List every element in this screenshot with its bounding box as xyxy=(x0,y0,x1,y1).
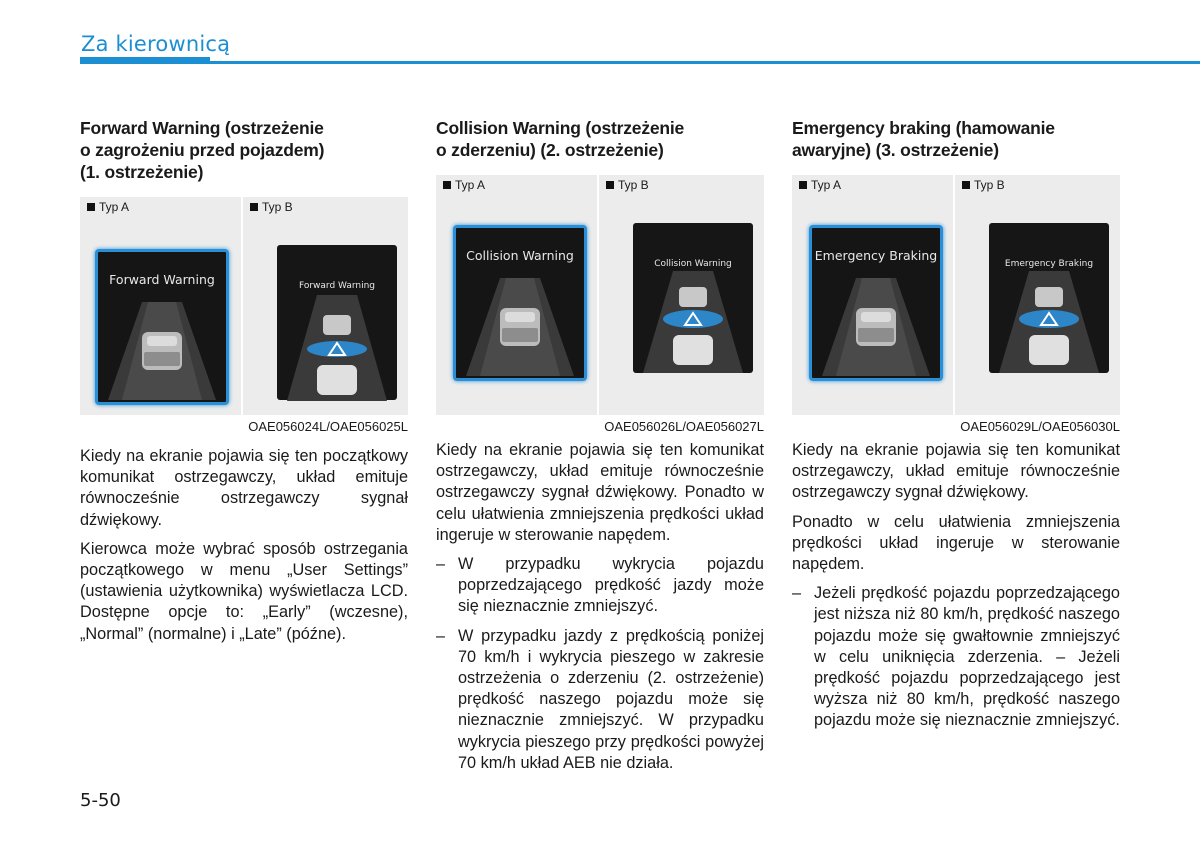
type-b-label: Typ B xyxy=(962,178,1005,192)
car-road-warning-illustration xyxy=(633,269,753,374)
type-b-label: Typ B xyxy=(250,200,293,214)
type-a-label: Typ A xyxy=(799,178,841,192)
heading-line: o zagrożeniu przed pojazdem) xyxy=(80,140,325,160)
heading-line: awaryjne) (3. ostrzeżenie) xyxy=(792,140,999,160)
column-collision-warning xyxy=(436,117,764,782)
list-item: – Jeżeli prędkość pojazdu poprzedzającego jest niższa niż 80 km/h, prędkość naszego pojazdu może się gwałtownie zmniejszyć w celu uniknięcia zderzenia. – Jeżeli prędkość pojazdu poprzedzającego jest wyższa niż 80 km/h, prędkość naszego pojazdu może się nieznacznie zmniejszyć. xyxy=(792,584,1120,730)
type-a-label: Typ A xyxy=(87,200,129,214)
lcd-screen-type-a xyxy=(95,249,229,405)
lcd-screen-type-b xyxy=(633,223,753,373)
heading-line: Emergency braking (hamowanie xyxy=(792,118,1055,138)
figure-emergency-braking xyxy=(792,175,1120,415)
body-text xyxy=(436,440,764,774)
figure-divider xyxy=(597,175,599,415)
lcd-screen-type-a xyxy=(453,225,587,381)
paragraph: Kiedy na ekranie pojawia się ten komunikat ostrzegawczy, układ emituje równocześnie ostrzegawczy sygnał dźwiękowy. xyxy=(792,441,1120,502)
heading-line: o zderzeniu) (2. ostrzeżenie) xyxy=(436,140,664,160)
figure-forward-warning xyxy=(80,197,408,415)
figure-code: OAE056024L/OAE056025L xyxy=(248,419,408,434)
section-heading xyxy=(436,117,764,161)
section-heading xyxy=(80,117,408,183)
body-text xyxy=(80,446,408,645)
car-road-illustration xyxy=(456,268,584,378)
lcd-screen-type-b xyxy=(989,223,1109,373)
list-item: – W przypadku wykrycia pojazdu poprzedzającego prędkość jazdy może się nieznacznie zmniejszyć. xyxy=(436,555,764,616)
car-road-warning-illustration xyxy=(989,269,1109,374)
paragraph: Kiedy na ekranie pojawia się ten komunikat ostrzegawczy, układ emituje równocześnie ostrzegawczy sygnał dźwiękowy. Ponadto w celu ułatwienia zmniejszenia prędkości układ ingeruje w sterowanie napędem. xyxy=(436,441,764,544)
paragraph: Kierowca może wybrać sposób ostrzegania początkowego w menu „User Settings” (ustawienia użytkownika) wyświetlacza LCD. Dostępne opcje to: „Early” (wczesne), „Normal” (normalne) i „Late” (późne). xyxy=(80,539,408,643)
section-heading xyxy=(792,117,1120,161)
heading-line: Forward Warning (ostrzeżenie xyxy=(80,118,324,138)
body-text xyxy=(792,440,1120,732)
figure-collision-warning xyxy=(436,175,764,415)
screen-message: Collision Warning xyxy=(654,259,732,269)
list-item: – W przypadku jazdy z prędkością poniżej 70 km/h i wykrycia pieszego w zakresie ostrzeżenia o zderzeniu (2. ostrzeżenie) prędkość naszego pojazdu może się nieznacznie zmniejszyć. W przypadku wykrycia pieszego przy prędkości powyżej 70 km/h układ AEB nie działa. xyxy=(436,626,764,772)
figure-code: OAE056026L/OAE056027L xyxy=(604,419,764,434)
bullet-list xyxy=(792,583,1120,731)
heading-line: Collision Warning (ostrzeżenie xyxy=(436,118,685,138)
header-rule xyxy=(80,61,1200,64)
page-number: 5-50 xyxy=(80,790,121,811)
screen-message: Emergency Braking xyxy=(814,248,938,263)
paragraph: Kiedy na ekranie pojawia się ten początkowy komunikat ostrzegawczy, układ emituje równocześnie ostrzegawczy sygnał dźwiękowy. xyxy=(80,447,408,529)
figure-divider xyxy=(953,175,955,415)
figure-divider xyxy=(241,197,243,415)
screen-message: Emergency Braking xyxy=(1004,259,1094,269)
column-forward-warning xyxy=(80,117,408,653)
screen-message: Forward Warning xyxy=(109,272,215,287)
paragraph: Ponadto w celu ułatwienia zmniejszenia prędkości układ ingeruje w sterowanie napędem. xyxy=(792,512,1120,574)
type-b-label: Typ B xyxy=(606,178,649,192)
screen-message: Collision Warning xyxy=(466,248,574,263)
type-a-label: Typ A xyxy=(443,178,485,192)
lcd-screen-type-b xyxy=(277,245,397,400)
section-header-title: Za kierownicą xyxy=(81,32,231,56)
heading-line: (1. ostrzeżenie) xyxy=(80,162,204,182)
car-road-illustration xyxy=(98,292,226,402)
bullet-list xyxy=(436,554,764,774)
car-road-illustration xyxy=(812,268,940,378)
figure-code: OAE056029L/OAE056030L xyxy=(960,419,1120,434)
column-emergency-braking xyxy=(792,117,1120,740)
screen-message: Forward Warning xyxy=(298,281,376,291)
lcd-screen-type-a xyxy=(809,225,943,381)
car-road-warning-illustration xyxy=(277,293,397,403)
